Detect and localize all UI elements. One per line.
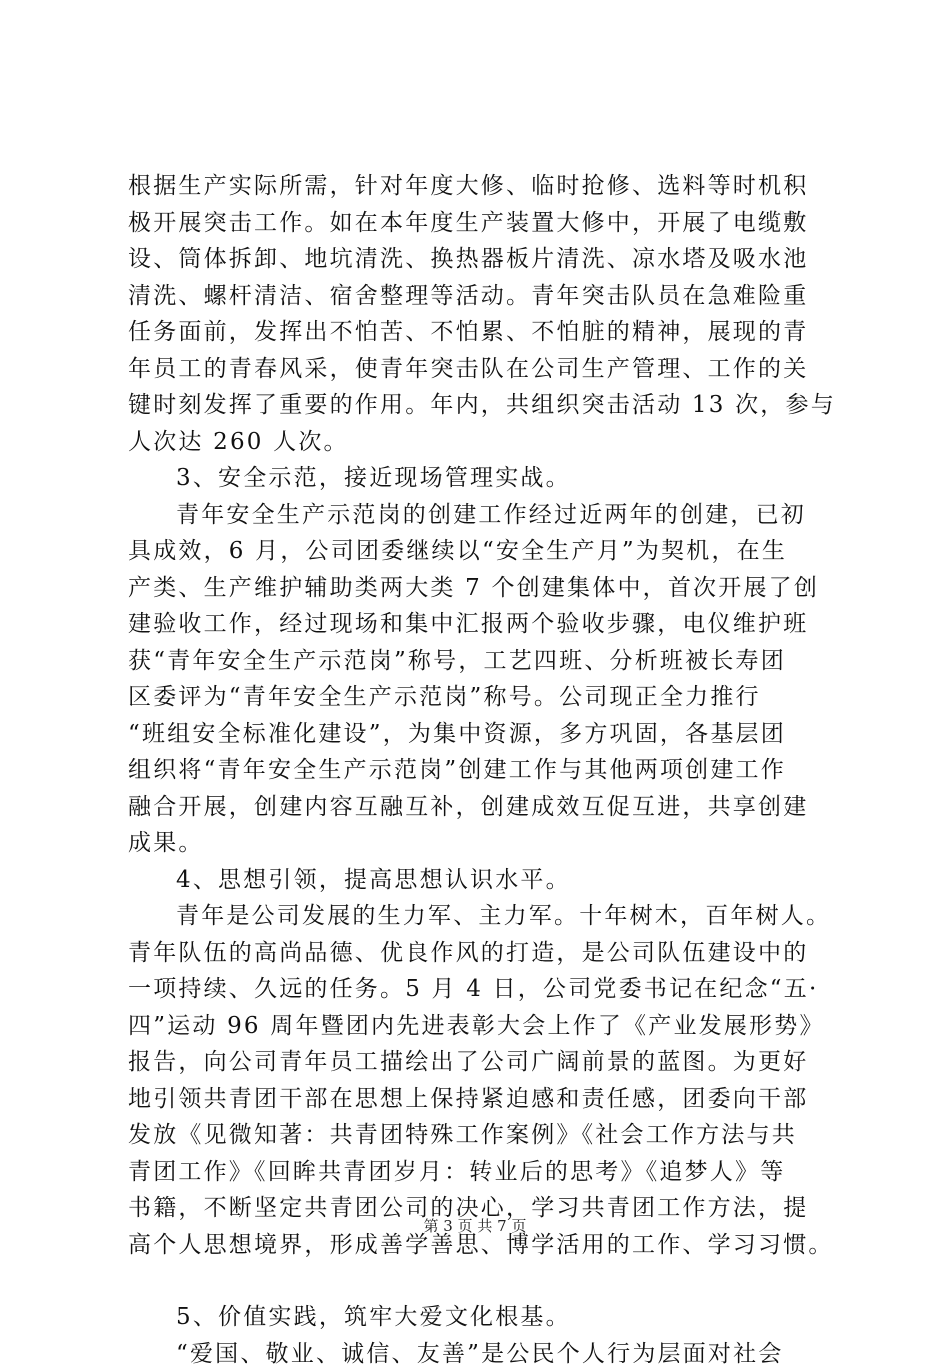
text-line: 报告，向公司青年员工描绘出了公司广阔前景的蓝图。为更好 xyxy=(128,1044,840,1081)
text-line: 发放《见微知著：共青团特殊工作案例》《社会工作方法与共 xyxy=(128,1117,840,1154)
text-line: 获“青年安全生产示范岗”称号，工艺四班、分析班被长寿团 xyxy=(128,643,840,680)
text-line: 地引领共青团干部在思想上保持紧迫感和责任感，团委向干部 xyxy=(128,1081,840,1118)
section-heading: 4、思想引领，提高思想认识水平。 xyxy=(128,862,840,899)
text-line: 任务面前，发挥出不怕苦、不怕累、不怕脏的精神，展现的青 xyxy=(128,314,840,351)
text-line: 四”运动 96 周年暨团内先进表彰大会上作了《产业发展形势》 xyxy=(128,1008,840,1045)
text-line: 根据生产实际所需，针对年度大修、临时抢修、选料等时机积 xyxy=(128,168,840,205)
text-line: 极开展突击工作。如在本年度生产装置大修中，开展了电缆敷 xyxy=(128,205,840,242)
text-line: 键时刻发挥了重要的作用。年内，共组织突击活动 13 次，参与 xyxy=(128,387,840,424)
text-line: 青年队伍的高尚品德、优良作风的打造，是公司队伍建设中的 xyxy=(128,935,840,972)
text-line: 青团工作》《回眸共青团岁月：转业后的思考》《追梦人》等 xyxy=(128,1154,840,1191)
text-line: 高个人思想境界，形成善学善思、博学活用的工作、学习习惯。 xyxy=(128,1227,840,1264)
text-line: 具成效，6 月，公司团委继续以“安全生产月”为契机，在生 xyxy=(128,533,840,570)
paragraph-first-line: “爱国、敬业、诚信、友善”是公民个人行为层面对社会 xyxy=(128,1336,840,1372)
text-line: 成果。 xyxy=(128,825,840,862)
paragraph-spacer xyxy=(128,1263,840,1299)
document-body xyxy=(128,168,840,1372)
text-line: 组织将“青年安全生产示范岗”创建工作与其他两项创建工作 xyxy=(128,752,840,789)
text-line: 区委评为“青年安全生产示范岗”称号。公司现正全力推行 xyxy=(128,679,840,716)
paragraph-first-line: 青年安全生产示范岗的创建工作经过近两年的创建，已初 xyxy=(128,497,840,534)
text-line: 清洗、螺杆清洁、宿舍整理等活动。青年突击队员在急难险重 xyxy=(128,278,840,315)
text-line: 年员工的青春风采，使青年突击队在公司生产管理、工作的关 xyxy=(128,351,840,388)
text-line: 融合开展，创建内容互融互补，创建成效互促互进，共享创建 xyxy=(128,789,840,826)
text-line: “班组安全标准化建设”，为集中资源，多方巩固，各基层团 xyxy=(128,716,840,753)
text-line: 设、筒体拆卸、地坑清洗、换热器板片清洗、凉水塔及吸水池 xyxy=(128,241,840,278)
text-line: 产类、生产维护辅助类两大类 7 个创建集体中，首次开展了创 xyxy=(128,570,840,607)
text-line: 人次达 260 人次。 xyxy=(128,424,840,461)
text-line: 建验收工作，经过现场和集中汇报两个验收步骤，电仪维护班 xyxy=(128,606,840,643)
text-line: 书籍，不断坚定共青团公司的决心，学习共青团工作方法，提 xyxy=(128,1190,840,1227)
paragraph-first-line: 青年是公司发展的生力军、主力军。十年树木，百年树人。 xyxy=(128,898,840,935)
text-line: 一项持续、久远的任务。5 月 4 日，公司党委书记在纪念“五· xyxy=(128,971,840,1008)
section-heading: 5、价值实践，筑牢大爱文化根基。 xyxy=(128,1299,840,1336)
section-heading: 3、安全示范，接近现场管理实战。 xyxy=(128,460,840,497)
page-number-footer: 第 3 页 共 7 页 xyxy=(0,1216,950,1236)
